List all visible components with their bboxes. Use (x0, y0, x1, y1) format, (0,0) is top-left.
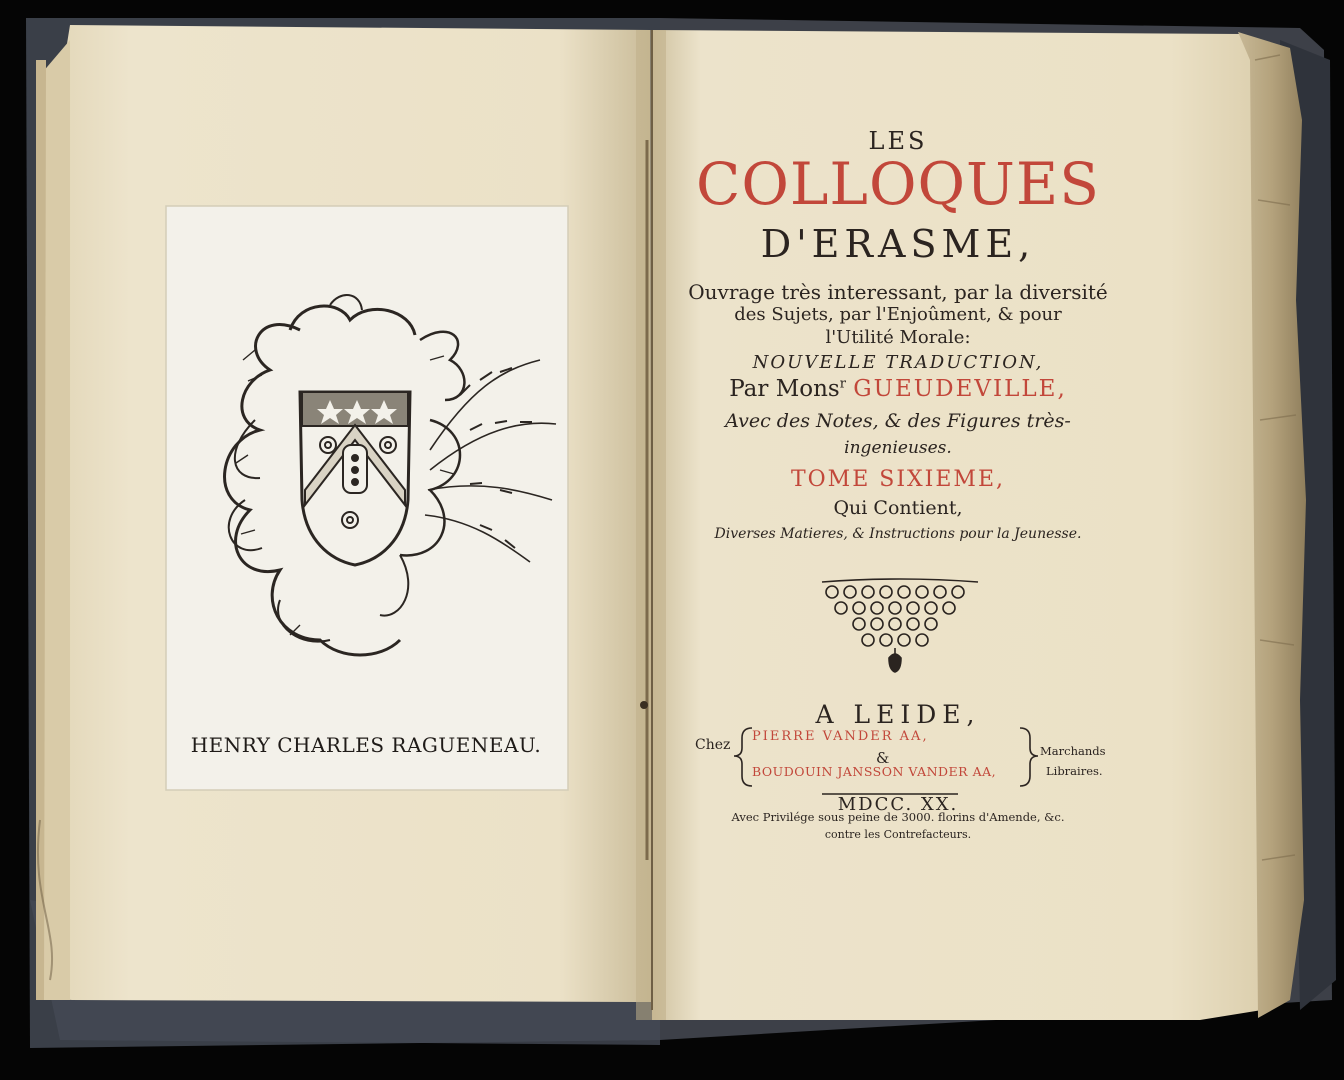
book-gutter (636, 30, 666, 1020)
imprint-year: MDCC. XX. (837, 794, 959, 815)
avec-notes-line-1: Avec des Notes, & des Figures très- (725, 410, 1071, 432)
privilege-line-1: Avec Privilége sous peine de 3000. florins d'Amende, &c. (731, 810, 1065, 824)
publisher-1: PIERRE VANDER AA, (752, 729, 929, 744)
par-mons-superscript: r (839, 376, 846, 392)
title-les: LES (868, 127, 928, 155)
imprint-place: A LEIDE, (815, 700, 981, 729)
qui-contient: Qui Contient, (833, 497, 963, 519)
avec-notes-line-2: ingenieuses. (844, 438, 952, 458)
par-mons: Par Mons (729, 376, 840, 402)
publisher-2: BOUDOUIN JANSSON VANDER AA, (752, 764, 997, 779)
publisher-ampersand: & (876, 749, 890, 767)
privilege-line-2: contre les Contrefacteurs. (824, 828, 972, 841)
nouvelle-traduction: NOUVELLE TRADUCTION, (752, 352, 1044, 373)
subtitle-line-3: l'Utilité Morale: (825, 327, 971, 348)
chez-label: Chez (695, 737, 731, 753)
author-line (668, 376, 1128, 402)
bookplate-owner-name: HENRY CHARLES RAGUENEAU. (190, 733, 542, 757)
subtitle-line-2: des Sujets, par l'Enjoûment, & pour (734, 304, 1062, 325)
title-colloques: COLLOQUES (695, 150, 1100, 218)
libraires-label: Libraires. (1046, 764, 1103, 778)
title-derasme: D'ERASME, (760, 222, 1036, 266)
diverses-matieres: Diverses Matieres, & Instructions pour la Jeunesse. (714, 526, 1082, 542)
subtitle-line-1: Ouvrage très interessant, par la diversité (688, 280, 1108, 304)
tome-volume: TOME SIXIEME, (790, 467, 1006, 492)
author-name: GUEUDEVILLE, (853, 376, 1067, 402)
marchands-label: Marchands (1040, 744, 1106, 758)
